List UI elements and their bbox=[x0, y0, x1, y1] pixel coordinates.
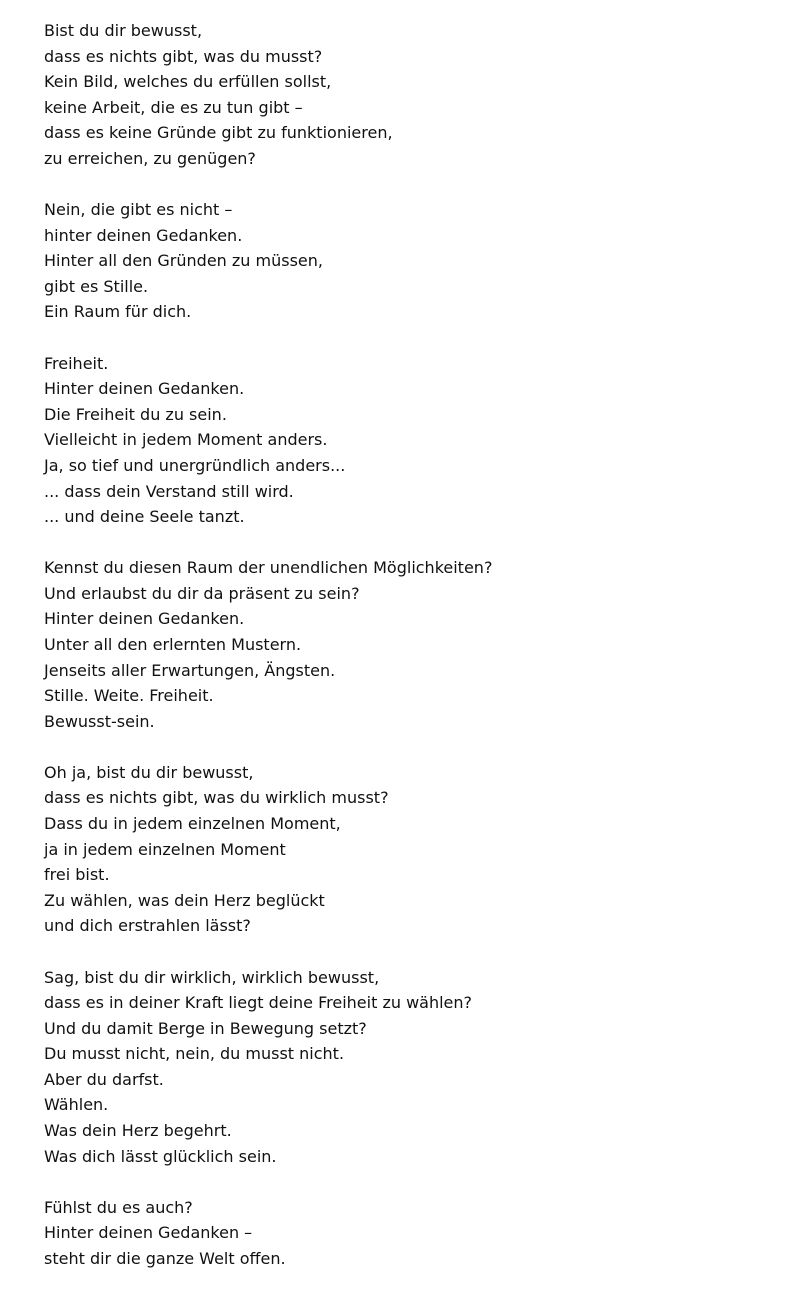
poem-line: Du musst nicht, nein, du musst nicht. bbox=[44, 1044, 345, 1064]
poem-line: hinter deinen Gedanken. bbox=[44, 225, 243, 245]
poem-line: Ja, so tief und unergründlich anders... bbox=[44, 455, 346, 475]
poem-line: Dass du in jedem einzelnen Moment, bbox=[44, 814, 341, 834]
poem-line: Nein, die gibt es nicht – bbox=[44, 200, 233, 220]
poem-line: Vielleicht in jedem Moment anders. bbox=[44, 430, 328, 450]
stanza-7 bbox=[44, 1195, 784, 1272]
stanza-6 bbox=[44, 965, 784, 1170]
poem-line: Hinter deinen Gedanken. bbox=[44, 379, 245, 399]
poem-line: Stille. Weite. Freiheit. bbox=[44, 686, 214, 706]
poem-line: Bist du dir bewusst, bbox=[44, 21, 203, 40]
poem-line: Und du damit Berge in Bewegung setzt? bbox=[44, 1018, 367, 1038]
stanza-1 bbox=[44, 18, 784, 172]
poem-line: Und erlaubst du dir da präsent zu sein? bbox=[44, 583, 360, 603]
poem-line: Wählen. bbox=[44, 1095, 109, 1115]
poem-line: Kein Bild, welches du erfüllen sollst, bbox=[44, 72, 332, 92]
poem-line: ... und deine Seele tanzt. bbox=[44, 507, 245, 527]
poem-line: steht dir die ganze Welt offen. bbox=[44, 1248, 286, 1268]
poem-line: Oh ja, bist du dir bewusst, bbox=[44, 762, 254, 782]
poem-line: ... dass dein Verstand still wird. bbox=[44, 481, 294, 501]
poem-line: Sag, bist du dir wirklich, wirklich bewusst, bbox=[44, 967, 380, 987]
poem-line: Die Freiheit du zu sein. bbox=[44, 404, 227, 424]
stanza-3 bbox=[44, 351, 784, 530]
poem-line: Freiheit. bbox=[44, 353, 109, 373]
poem-line: gibt es Stille. bbox=[44, 276, 149, 296]
poem-line: Ein Raum für dich. bbox=[44, 302, 192, 322]
poem-line: Bewusst-sein. bbox=[44, 711, 155, 731]
poem-line: Hinter deinen Gedanken. bbox=[44, 609, 245, 629]
poem bbox=[44, 18, 784, 1297]
poem-line: zu erreichen, zu genügen? bbox=[44, 148, 256, 168]
stanza-4 bbox=[44, 555, 784, 734]
poem-line: dass es nichts gibt, was du musst? bbox=[44, 46, 323, 66]
poem-line: Jenseits aller Erwartungen, Ängsten. bbox=[44, 660, 336, 680]
poem-line: dass es keine Gründe gibt zu funktionieren, bbox=[44, 123, 393, 143]
poem-line: Was dich lässt glücklich sein. bbox=[44, 1146, 277, 1166]
poem-line: frei bist. bbox=[44, 865, 110, 885]
poem-line: Was dein Herz begehrt. bbox=[44, 1121, 232, 1141]
poem-line: Fühlst du es auch? bbox=[44, 1197, 193, 1217]
poem-line: Aber du darfst. bbox=[44, 1069, 164, 1089]
stanza-5 bbox=[44, 760, 784, 939]
poem-line: keine Arbeit, die es zu tun gibt – bbox=[44, 97, 303, 117]
poem-line: Hinter all den Gründen zu müssen, bbox=[44, 251, 323, 271]
poem-line: Unter all den erlernten Mustern. bbox=[44, 634, 302, 654]
stanza-2 bbox=[44, 197, 784, 325]
poem-line: Kennst du diesen Raum der unendlichen Möglichkeiten? bbox=[44, 558, 493, 578]
poem-line: ja in jedem einzelnen Moment bbox=[44, 839, 286, 859]
poem-line: und dich erstrahlen lässt? bbox=[44, 916, 251, 936]
poem-line: Hinter deinen Gedanken – bbox=[44, 1223, 253, 1243]
poem-line: dass es in deiner Kraft liegt deine Freiheit zu wählen? bbox=[44, 993, 473, 1013]
poem-line: dass es nichts gibt, was du wirklich musst? bbox=[44, 788, 389, 808]
poem-line: Zu wählen, was dein Herz beglückt bbox=[44, 890, 325, 910]
